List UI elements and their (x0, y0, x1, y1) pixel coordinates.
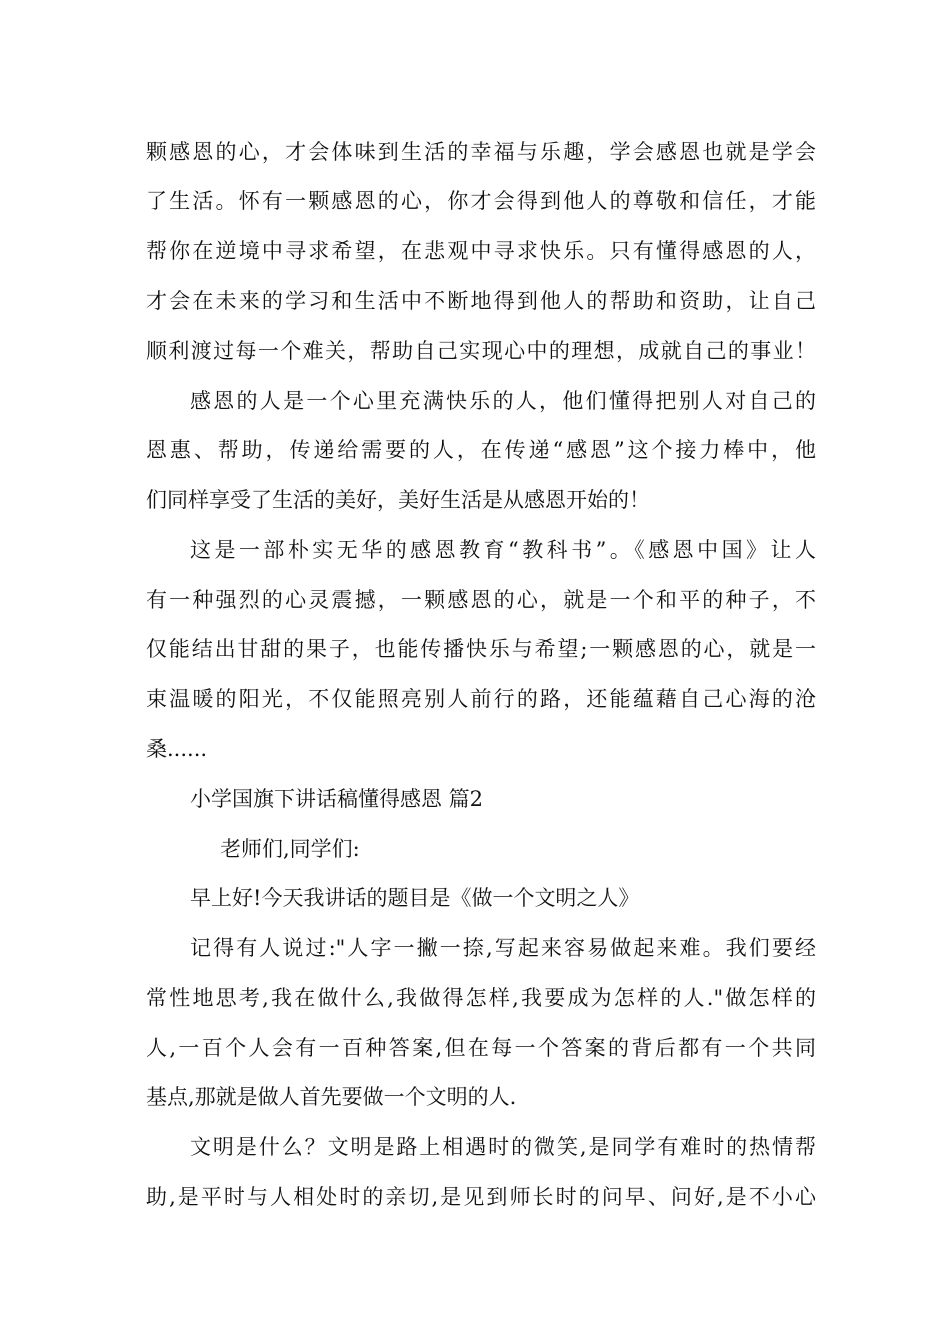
salutation: 老师们,同学们: (220, 837, 360, 861)
text-line: 束温暖的阳光，不仅能照亮别人前行的路，还能蕴藉自己心海的沧 (146, 687, 816, 711)
text-line: 基点,那就是做人首先要做一个文明的人. (146, 1085, 517, 1109)
text-line: 们同样享受了生活的美好，美好生活是从感恩开始的！ (146, 488, 650, 512)
text-line: 桑...... (146, 737, 208, 761)
text-line: 恩惠、帮助，传递给需要的人，在传递“感恩”这个接力棒中，他 (146, 438, 816, 462)
text-line: 顺利渡过每一个难关，帮助自己实现心中的理想，成就自己的事业！ (146, 339, 816, 363)
text-line: 助,是平时与人相处时的亲切,是见到师长时的问早、问好,是不小心 (146, 1185, 816, 1209)
text-line: 帮你在逆境中寻求希望，在悲观中寻求快乐。只有懂得感恩的人， (146, 239, 816, 263)
text-line: 有一种强烈的心灵震撼，一颗感恩的心，就是一个和平的种子，不 (146, 588, 816, 612)
text-line: 了生活。怀有一颗感恩的心，你才会得到他人的尊敬和信任，才能 (146, 189, 816, 213)
text-line: 人,一百个人会有一百种答案,但在每一个答案的背后都有一个共同 (146, 1036, 816, 1060)
paragraph-start-line: 感恩的人是一个心里充满快乐的人，他们懂得把别人对自己的 (190, 389, 816, 413)
text-line: 颗感恩的心，才会体味到生活的幸福与乐趣，学会感恩也就是学会 (146, 140, 816, 164)
text-line: 早上好!今天我讲话的题目是《做一个文明之人》 (190, 886, 640, 910)
text-line: 才会在未来的学习和生活中不断地得到他人的帮助和资助，让自己 (146, 289, 816, 313)
text-line: 常性地思考,我在做什么,我做得怎样,我要成为怎样的人."做怎样的 (146, 986, 816, 1010)
paragraph-start-line: 文明是什么？文明是路上相遇时的微笑,是同学有难时的热情帮 (190, 1135, 816, 1159)
text-line: 仅能结出甘甜的果子，也能传播快乐与希望;一颗感恩的心，就是一 (146, 637, 816, 661)
paragraph-start-line: 记得有人说过:"人字一撇一捺,写起来容易做起来难。我们要经 (190, 936, 816, 960)
section-heading: 小学国旗下讲话稿懂得感恩 篇2 (190, 787, 484, 811)
paragraph-start-line: 这是一部朴实无华的感恩教育“教科书”。《感恩中国》让人 (190, 538, 816, 562)
